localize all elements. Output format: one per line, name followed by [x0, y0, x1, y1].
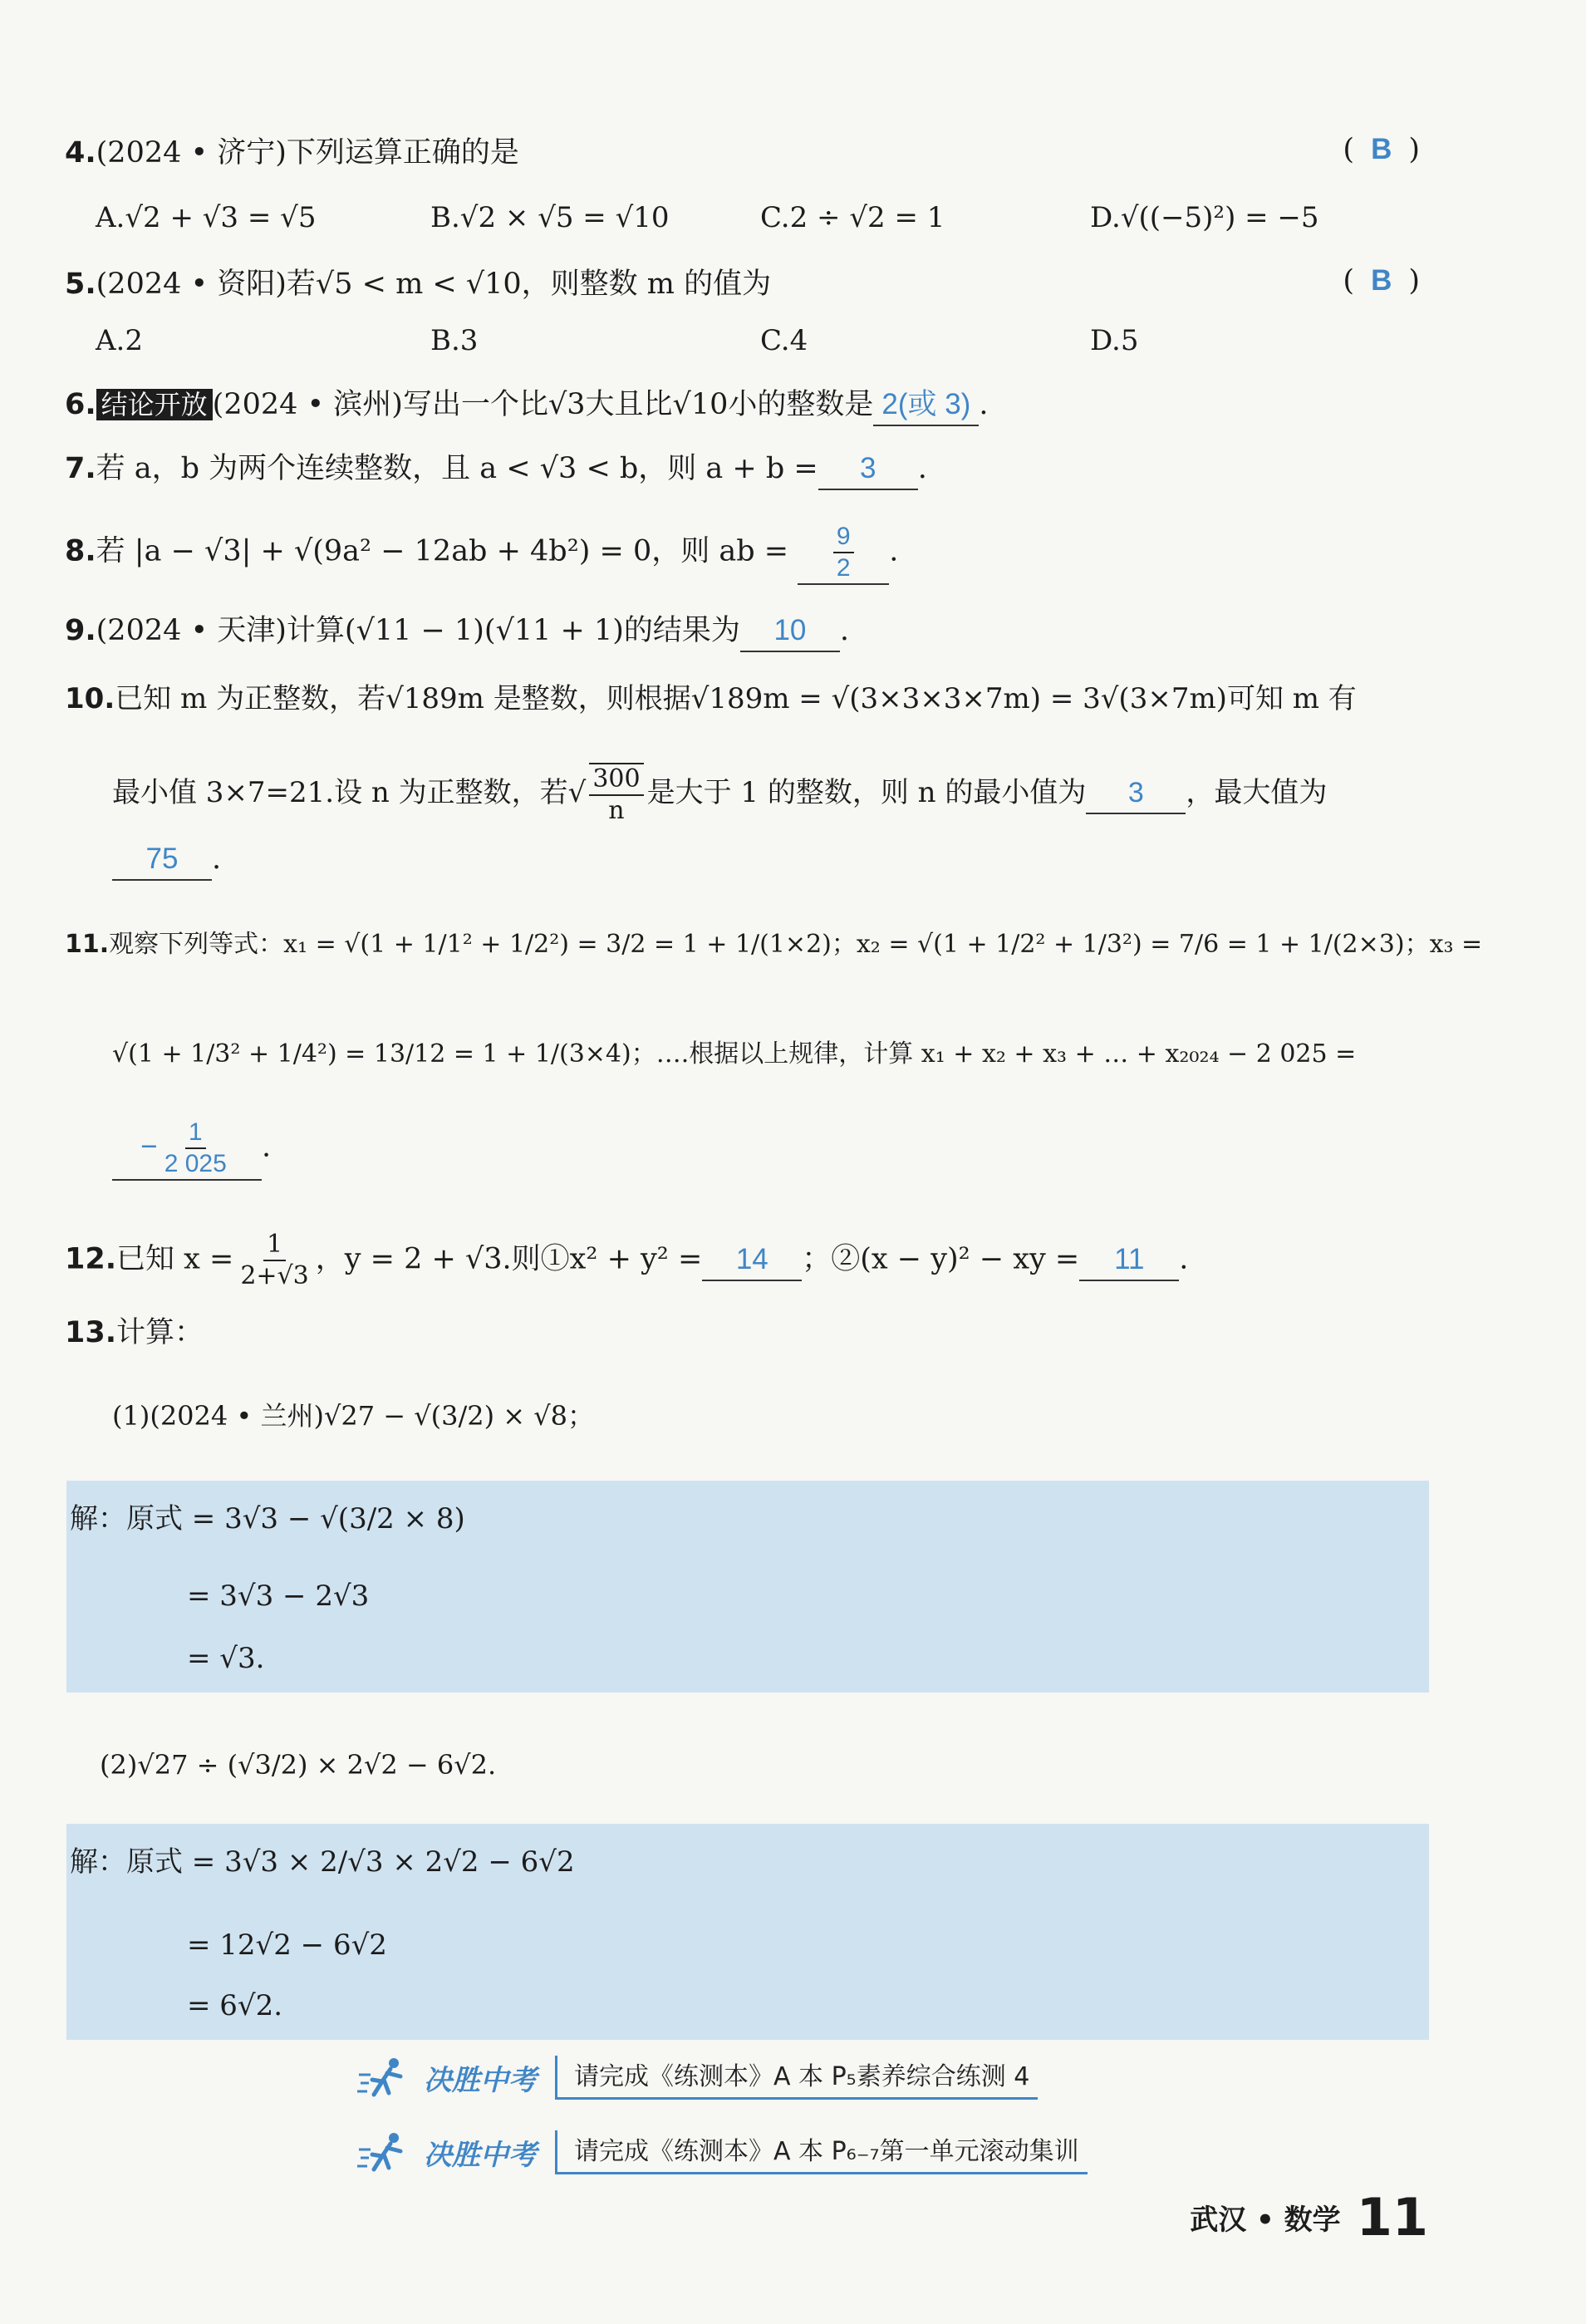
question-10-line-1 [65, 679, 1357, 719]
denominator: 2 [836, 554, 851, 582]
brand-logo: 决胜中考 [424, 2138, 537, 2172]
practice-reference-1 [357, 2052, 1038, 2102]
answer-blank: 3 [818, 449, 918, 490]
solution-line: 解：原式 = 3√3 − √(3/2 × 8) [70, 1502, 465, 1535]
question-number: 7. [65, 452, 96, 485]
question-13 [65, 1313, 204, 1353]
question-text: ，y = 2 + √3.则①x² + y² = [315, 1242, 703, 1276]
period: . [1179, 1242, 1189, 1276]
runner-icon [357, 2056, 415, 2098]
solution-box-1 [66, 1481, 1429, 1693]
question-6 [65, 385, 988, 426]
problem-13-1: (1)(2024 • 兰州)√27 − √(3/2) × √8； [112, 1400, 594, 1432]
question-text: 计算： [116, 1316, 204, 1349]
question-11-line-2 [112, 1034, 1356, 1074]
answer-blank-1: 14 [702, 1240, 802, 1281]
question-text: 若 |a − √3| + √(9a² − 12ab + 4b²) = 0，则 ab = [96, 534, 789, 568]
answer-blank-max: 75 [112, 839, 212, 881]
numerator: 9 [833, 522, 854, 553]
question-number: 12. [65, 1242, 117, 1276]
question-text: 已知 x = [116, 1242, 234, 1276]
denominator: 2 025 [164, 1150, 227, 1177]
minus-sign: − [140, 1130, 158, 1163]
answer-letter: B [1371, 133, 1392, 165]
question-text: 已知 m 为正整数，若√189m 是整数，则根据√189m = √(3×3×3×7m) = 3√(3×7m)可知 m 有 [115, 682, 1357, 715]
question-5 [65, 264, 771, 304]
question-11-line-3 [112, 1118, 271, 1181]
question-text: ，最大值为 [1186, 776, 1328, 809]
period: . [889, 534, 899, 568]
answer-fraction [833, 522, 854, 583]
question-number: 5. [65, 268, 96, 301]
answer-blank: 10 [740, 611, 840, 652]
option-c: C.2 ÷ √2 = 1 [760, 201, 945, 234]
question-text: 观察下列等式：x₁ = √(1 + 1/1² + 1/2²) = 3/2 = 1 + 1/(1×2)；x₂ = √(1 + 1/2² + 1/3²) = 7/6 = 1 + 1/(2×3)；x₃ = [109, 930, 1483, 959]
solution-box-2 [66, 1824, 1429, 2040]
solution-line: 解：原式 = 3√3 × 2/√3 × 2√2 − 6√2 [70, 1845, 575, 1879]
question-text: √(1 + 1/3² + 1/4²) = 13/12 = 1 + 1/(3×4)；….根据以上规律，计算 x₁ + x₂ + x₃ + … + x₂₀₂₄ − 2 025 = [112, 1039, 1357, 1069]
numerator: 1 [263, 1230, 286, 1261]
denominator: 2+√3 [240, 1261, 309, 1290]
option-d: D.√((−5)²) = −5 [1090, 201, 1319, 234]
question-number: 8. [65, 534, 96, 568]
question-4 [65, 133, 519, 173]
question-text: 若 a，b 为两个连续整数，且 a < √3 < b，则 a + b = [96, 452, 818, 485]
open-ended-tag: 结论开放 [96, 389, 213, 420]
page-number: 11 [1356, 2187, 1428, 2248]
question-number: 13. [65, 1316, 117, 1349]
period: . [917, 452, 927, 485]
answer-blank [798, 522, 889, 585]
answer-choice-5: ( B ) [1343, 264, 1420, 297]
question-text: (2024 • 资阳)若√5 < m < √10，则整数 m 的值为 [96, 268, 772, 301]
numerator: 1 [185, 1118, 206, 1149]
practice-text: 请完成《练测本》A 本 P₅素养综合练测 4 [555, 2056, 1038, 2100]
answer-blank-2: 11 [1079, 1240, 1179, 1281]
solution-line: = 3√3 − 2√3 [187, 1580, 370, 1613]
period: . [979, 388, 989, 421]
question-number: 10. [65, 682, 115, 715]
page-footer [1190, 2187, 1428, 2248]
option-c: C.4 [760, 324, 808, 357]
question-11-line-1 [65, 925, 1482, 965]
answer-blank-min: 3 [1086, 773, 1186, 814]
solution-line: = √3. [187, 1642, 265, 1675]
radical-fraction [589, 763, 643, 826]
question-number: 4. [65, 136, 96, 170]
question-10-line-2: 最小值 3×7=21.设 n 为正整数，若√ $\frac{300}{n}$ 是大于 1 的整数，则 n 的最小值为 3 ，最大值为 [112, 764, 1328, 825]
answer-letter: B [1371, 264, 1392, 297]
runner-icon [357, 2131, 415, 2173]
problem-13-2: (2)√27 ÷ (√3/2) × 2√2 − 6√2. [100, 1749, 497, 1781]
question-text: 最小值 3×7=21.设 n 为正整数，若 [112, 776, 568, 809]
book-label: 武汉 • 数学 [1190, 2204, 1341, 2237]
answer-choice-4: ( B ) [1343, 133, 1420, 166]
option-d: D.5 [1090, 324, 1139, 357]
x-fraction [237, 1230, 312, 1291]
answer-blank: 2(或 3) [873, 385, 979, 426]
numerator: 300 [589, 764, 643, 796]
practice-reference-2 [357, 2127, 1088, 2177]
period: . [212, 843, 222, 876]
period: . [262, 1130, 272, 1164]
denominator: n [608, 796, 625, 825]
brand-logo: 决胜中考 [424, 2063, 537, 2097]
question-number: 9. [65, 614, 96, 647]
option-b: B.√2 × √5 = √10 [430, 201, 670, 234]
question-number: 11. [65, 930, 110, 959]
solution-line: = 6√2. [187, 1989, 283, 2022]
option-a: A.√2 + √3 = √5 [96, 201, 317, 234]
option-b: B.3 [430, 324, 479, 357]
question-12 [65, 1230, 1188, 1291]
period: . [839, 614, 850, 647]
question-text: ；②(x − y)² − xy = [802, 1242, 1080, 1276]
question-text: 是大于 1 的整数，则 n 的最小值为 [646, 776, 1087, 809]
answer-blank [112, 1118, 262, 1181]
answer-fraction [161, 1118, 230, 1179]
solution-line: = 12√2 − 6√2 [187, 1928, 387, 1962]
practice-text: 请完成《练测本》A 本 P₆₋₇第一单元滚动集训 [555, 2130, 1088, 2174]
question-9 [65, 611, 849, 652]
question-7 [65, 449, 927, 490]
question-text: (2024 • 滨州)写出一个比√3大且比√10小的整数是 [212, 388, 874, 421]
option-a: A.2 [96, 324, 143, 357]
question-10-line-3 [112, 839, 221, 881]
question-text: (2024 • 济宁)下列运算正确的是 [96, 136, 519, 170]
question-text: (2024 • 天津)计算(√11 − 1)(√11 + 1)的结果为 [96, 614, 740, 647]
question-8 [65, 522, 898, 585]
question-number: 6. [65, 388, 96, 421]
